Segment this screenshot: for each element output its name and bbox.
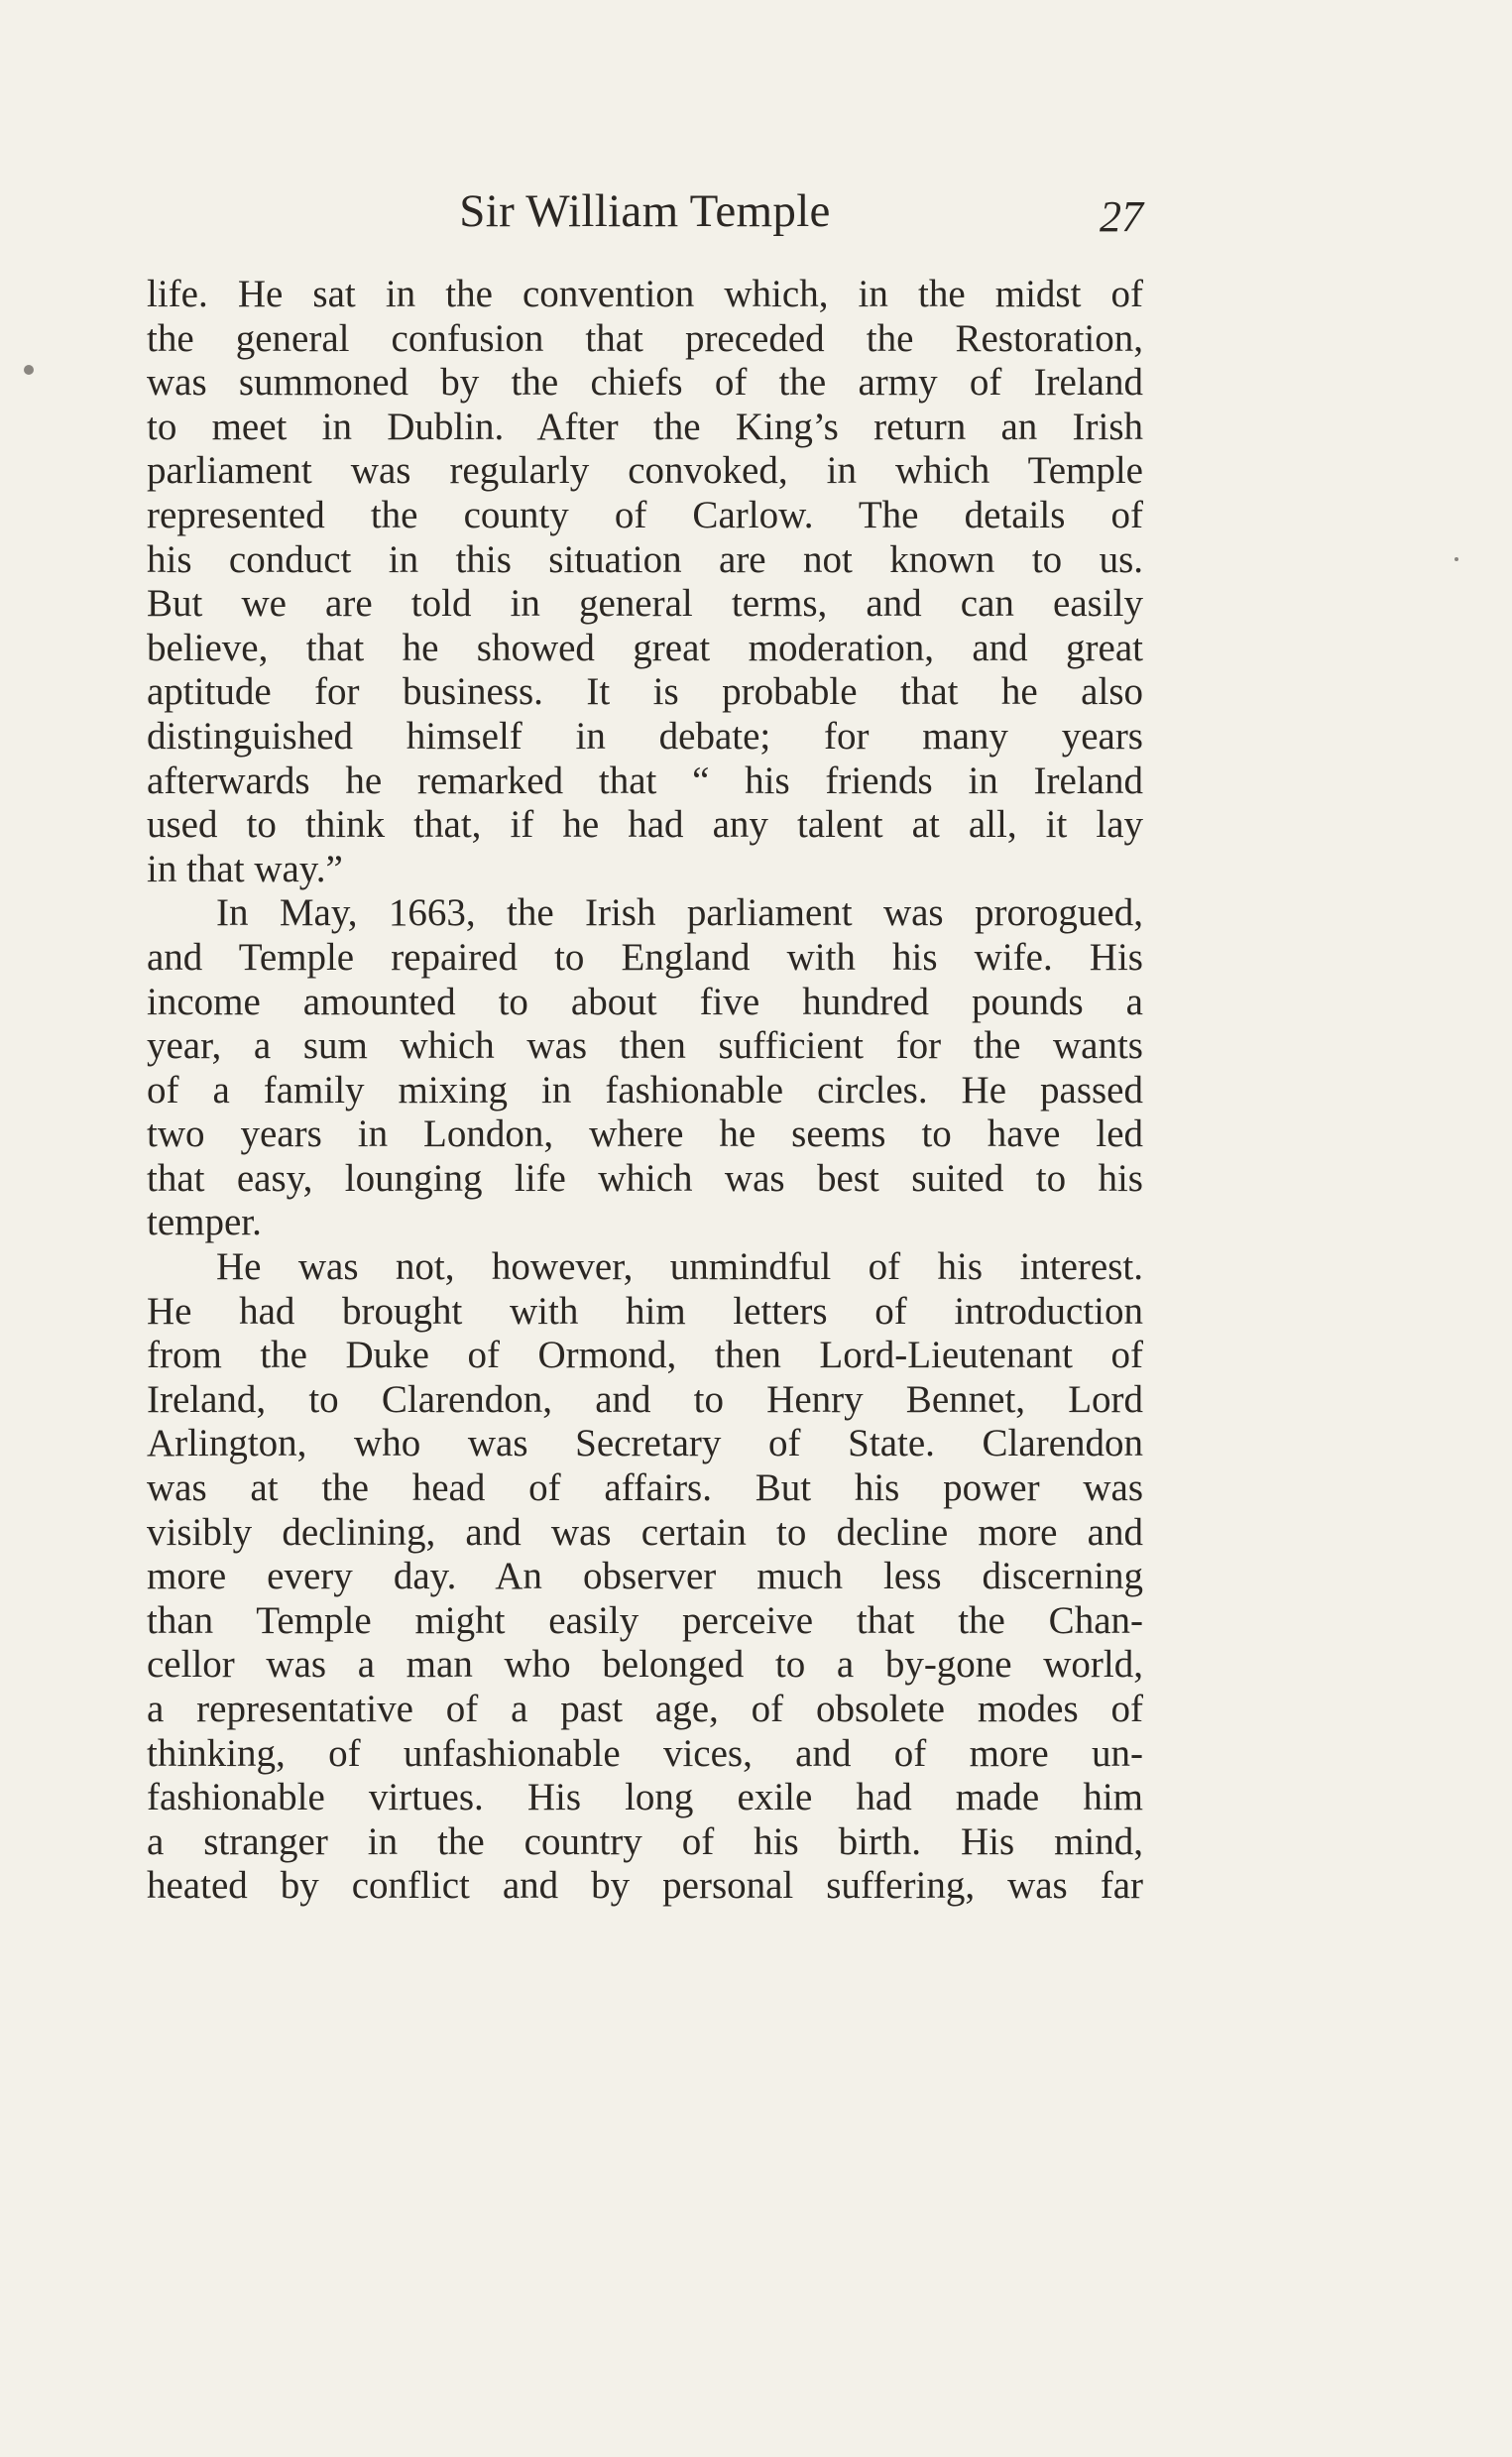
text-line: Arlington, who was Secretary of State. Clarendon <box>147 1422 1143 1465</box>
text-line: more every day. An observer much less discerning <box>147 1555 1143 1598</box>
text-line: fashionable virtues. His long exile had made him <box>147 1776 1143 1819</box>
text-line: and Temple repaired to England with his wife. His <box>147 935 1143 979</box>
paper-speck <box>24 365 34 375</box>
paragraph-end-line: in that way.” <box>147 847 343 890</box>
paper-speck <box>1454 557 1458 561</box>
text-line: parliament was regularly convoked, in which Temple <box>147 449 1143 493</box>
text-line: represented the county of Carlow. The details of <box>147 493 1143 536</box>
paragraph-end-line: temper. <box>147 1201 262 1244</box>
text-line: year, a sum which was then sufficient for the wants <box>147 1024 1143 1068</box>
text-line: to meet in Dublin. After the King’s return an Irish <box>147 405 1143 448</box>
text-line: afterwards he remarked that “ his friends in Ireland <box>147 759 1143 802</box>
text-line: of a family mixing in fashionable circles. He passed <box>147 1068 1143 1112</box>
text-line: a representative of a past age, of obsolete modes of <box>147 1688 1143 1730</box>
text-line: aptitude for business. It is probable that he also <box>147 670 1143 714</box>
page-number: 27 <box>1100 192 1143 241</box>
running-title: Sir William Temple <box>459 185 831 237</box>
text-line: than Temple might easily perceive that the Chan- <box>147 1598 1143 1642</box>
text-line: heated by conflict and by personal suffering, was far <box>147 1864 1143 1908</box>
text-line: was at the head of affairs. But his power was <box>147 1466 1143 1510</box>
text-line: from the Duke of Ormond, then Lord-Lieutenant of <box>147 1334 1143 1377</box>
text-line: income amounted to about five hundred pounds a <box>147 980 1143 1023</box>
text-line: thinking, of unfashionable vices, and of more un- <box>147 1731 1143 1775</box>
text-line: life. He sat in the convention which, in the midst of <box>147 273 1143 315</box>
text-line: distinguished himself in debate; for many years <box>147 714 1143 758</box>
page-header <box>147 181 1143 241</box>
text-line: used to think that, if he had any talent at all, it lay <box>147 803 1143 847</box>
body-text <box>147 273 1143 1909</box>
text-line: visibly declining, and was certain to decline more and <box>147 1510 1143 1554</box>
text-line: that easy, lounging life which was best suited to his <box>147 1156 1143 1200</box>
text-line: Ireland, to Clarendon, and to Henry Bennet, Lord <box>147 1377 1143 1421</box>
text-line: his conduct in this situation are not known to us. <box>147 537 1143 581</box>
paragraph-start-line: In May, 1663, the Irish parliament was prorogued, <box>216 891 1143 935</box>
text-line: was summoned by the chiefs of the army of Ireland <box>147 361 1143 405</box>
text-line: believe, that he showed great moderation, and great <box>147 626 1143 669</box>
text-line: a stranger in the country of his birth. His mind, <box>147 1819 1143 1863</box>
text-line: two years in London, where he seems to have led <box>147 1112 1143 1156</box>
text-line: He had brought with him letters of introduction <box>147 1289 1143 1333</box>
text-line: cellor was a man who belonged to a by-gone world, <box>147 1643 1143 1687</box>
text-line: the general confusion that preceded the Restoration, <box>147 316 1143 360</box>
text-line: But we are told in general terms, and can easily <box>147 582 1143 626</box>
paragraph-start-line: He was not, however, unmindful of his interest. <box>216 1245 1143 1289</box>
